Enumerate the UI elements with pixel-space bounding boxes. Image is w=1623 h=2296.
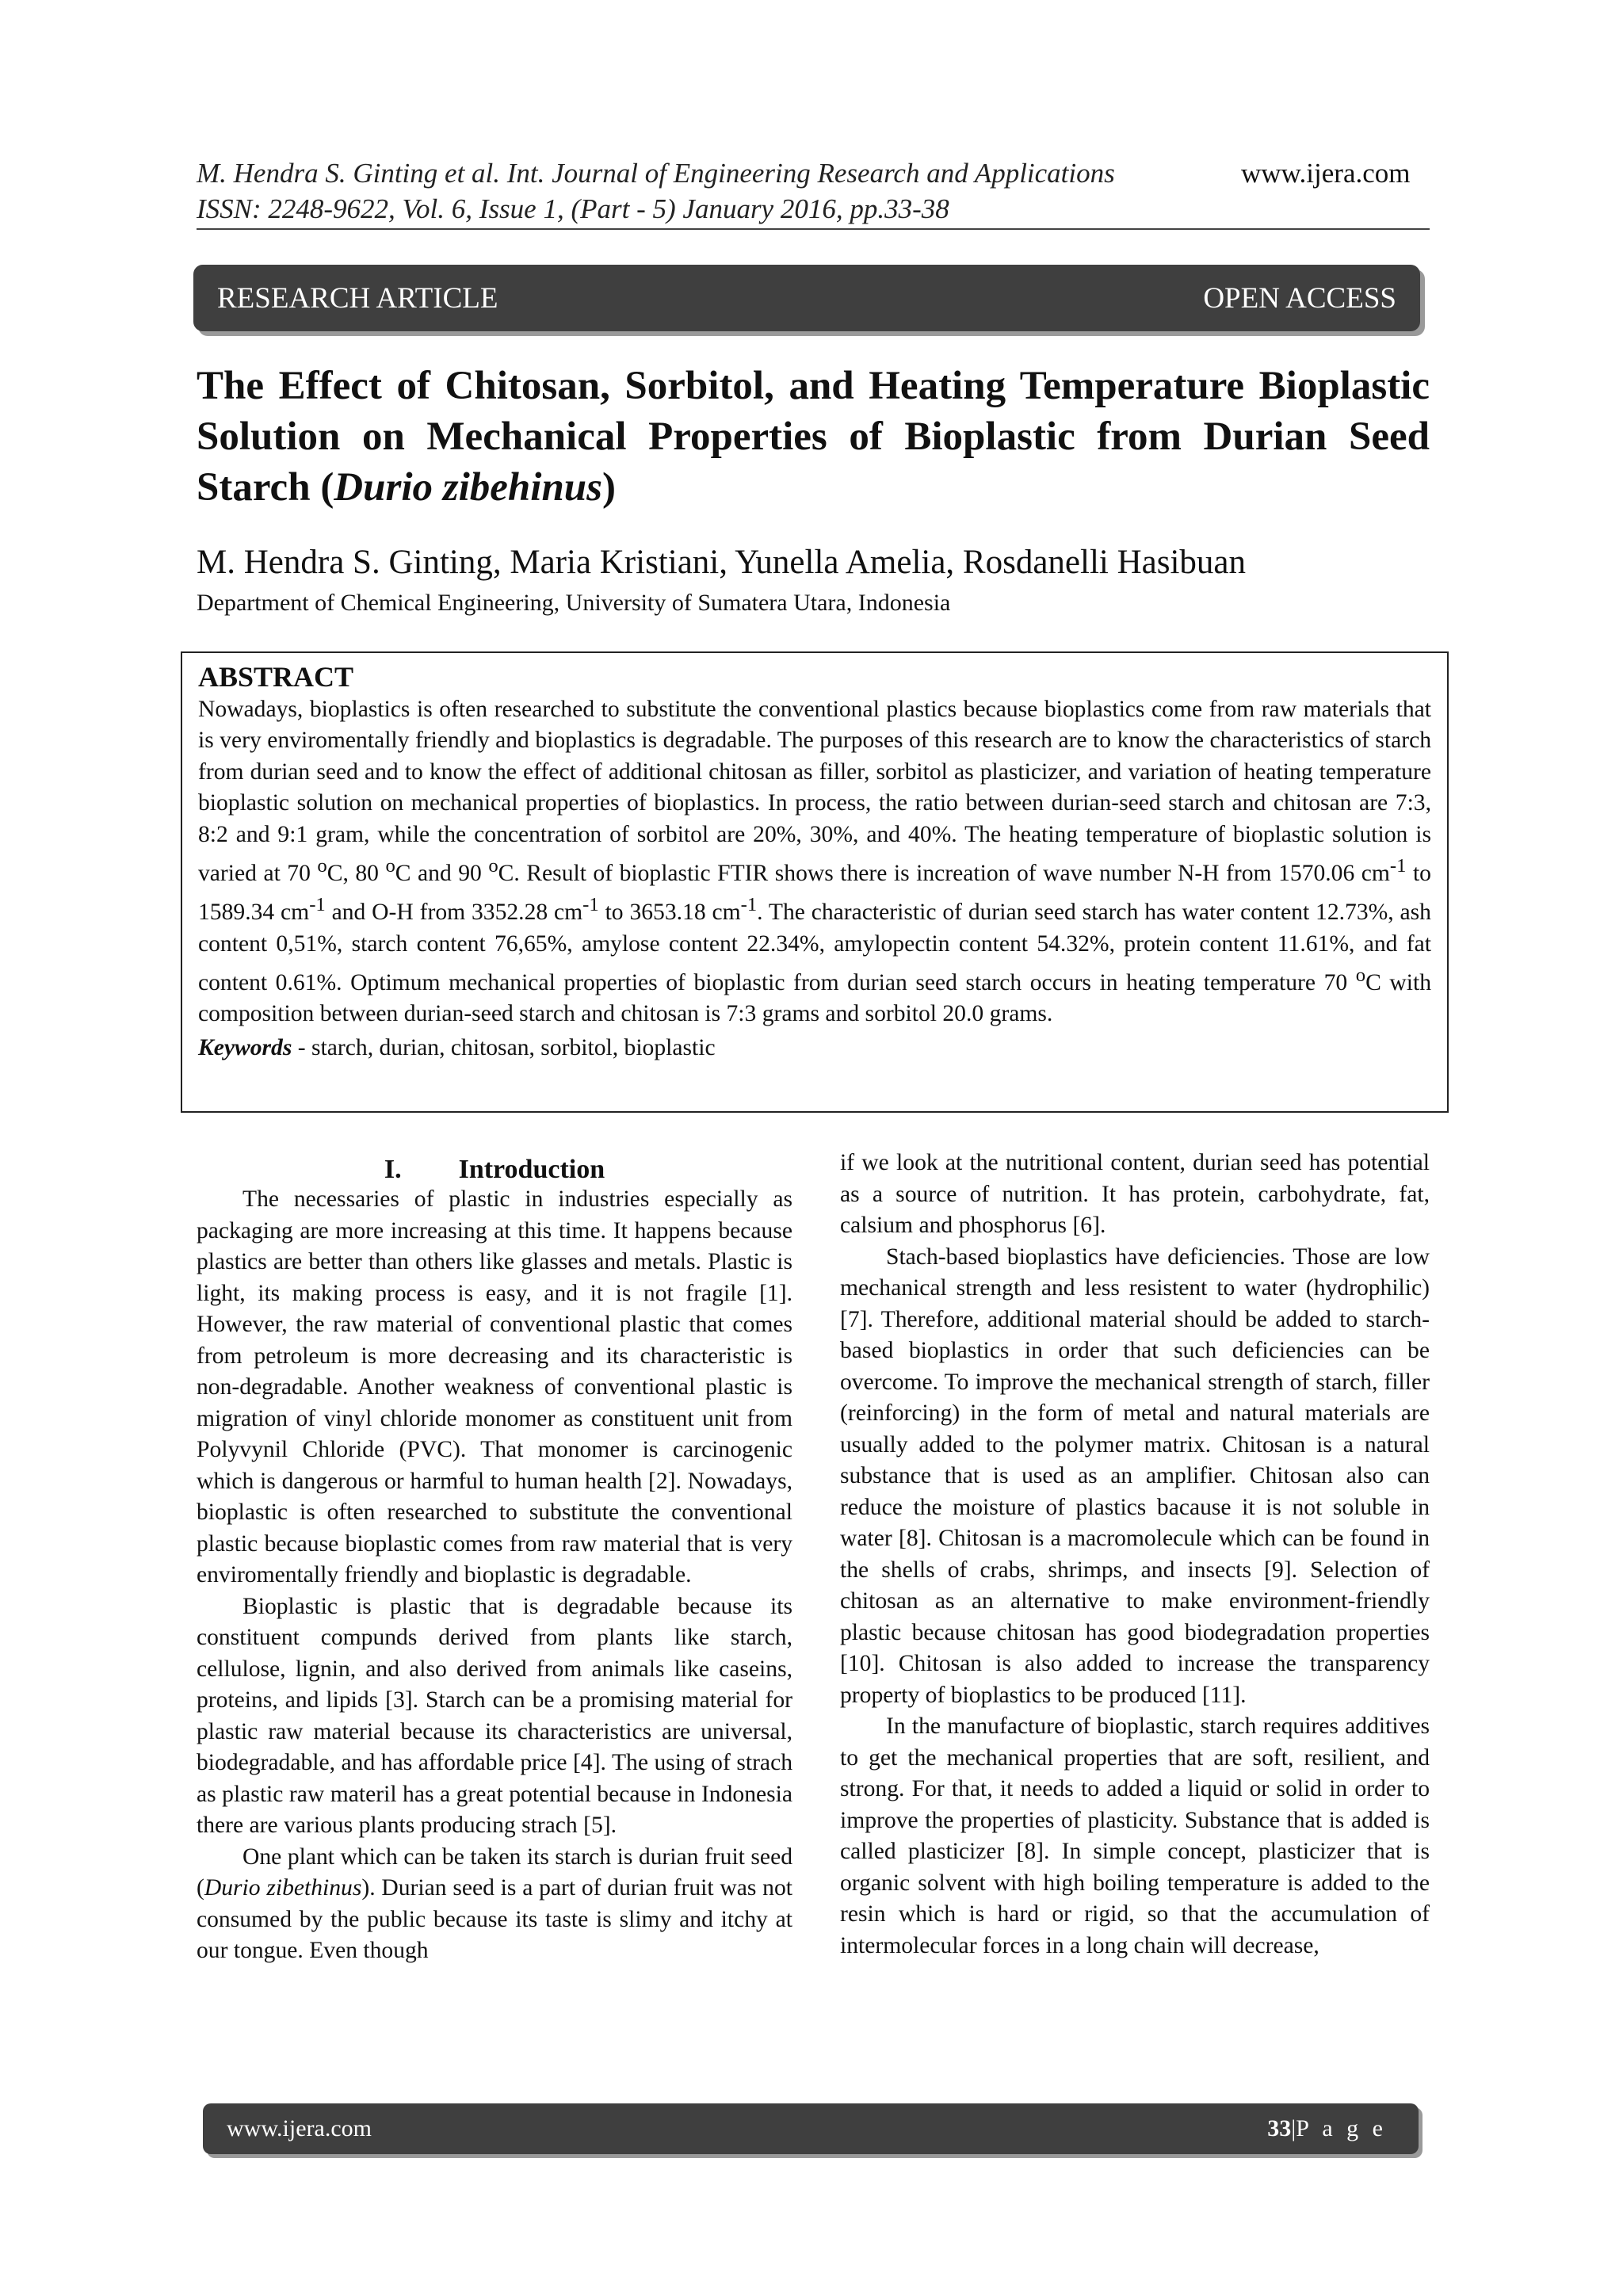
affiliation: Department of Chemical Engineering, University of Sumatera Utara, Indonesia [197, 590, 951, 616]
research-article-label: RESEARCH ARTICLE [217, 281, 498, 315]
abstract-heading: ABSTRACT [198, 661, 354, 693]
page-footer [203, 2103, 1419, 2154]
page-number: 33|P a g e [1267, 2115, 1387, 2141]
title-species: Durio zibehinus [334, 465, 603, 510]
paragraph: if we look at the nutritional content, durian seed has potential as a source of nutrition. It has protein, carbohydrate, fat, calsium and phosphorus [6]. [840, 1150, 1430, 1238]
header-rule [197, 228, 1430, 230]
footer-site: www.ijera.com [227, 2115, 372, 2141]
keywords-label: Keywords [198, 1034, 292, 1060]
body-column-right [840, 1148, 1430, 1962]
article-type-banner [193, 265, 1420, 331]
keywords-list: - starch, durian, chitosan, sorbitol, bioplastic [292, 1034, 716, 1060]
paragraph: Stach-based bioplastics have deficiencies. Those are low mechanical strength and less resistent to water (hydrophilic) [7]. Therefore, additional material should be added to starch-based bioplastics in order that such deficiencies can be overcome. To improve the mechanical strength of starch, filler (reinforcing) in the form of metal and natural materials are usually added to the polymer matrix. Chitosan is a natural substance that is used as an amplifier. Chitosan also can reduce the moisture of plastics bacause it is not soluble in water [8]. Chitosan is a macromolecule which can be found in the shells of crabs, shrimps, and insects [9]. Selection of chitosan as an alternative to make environment-friendly plastic because chitosan has good biodegradation properties [10]. Chitosan is also added to increase the transparency property of bioplastics to be produced [11]. [840, 1244, 1430, 1708]
paragraph: Bioplastic is plastic that is degradable because its constituent compunds derived from plants like starch, cellulose, lignin, and also derived from animals like caseins, proteins, and lipids [3]. Starch can be a promising material for plastic raw material because its characteristics are universal, biodegradable, and has affordable price [4]. The using of strach as plastic raw materil has a great potential because in Indonesia there are various plants producing strach [5]. [197, 1593, 792, 1838]
abstract-body: Nowadays, bioplastics is often researched to substitute the conventional plastics because bioplastics come from raw materials that is very enviromentally friendly and bioplastics is degradable. The purposes of this research are to know the characteristics of starch from durian seed and to know the effect of additional chitosan as filler, sorbitol as plasticizer, and variation of heating temperature bioplastic solution on mechanical properties of bioplastics. In process, the ratio between durian-seed starch and chitosan are 7:3, 8:2 and 9:1 gram, while the concentration of sorbitol are 20%, 30%, and 40%. The heating temperature of bioplastic solution is varied at 70 $^o$C, 80 $^o$C and 90 $^o$C. Result of bioplastic FTIR shows there is increation of wave number N-H from 1570.06 $cm^{-1}$ to 1589.34 $cm^{-1}$ and O-H from 3352.28 $cm^{-1}$ to 3653.18 $cm^{-1}$. The characteristic of durian seed starch has water content 12.73%, ash content 0,51%, starch content 76,65%, amylose content 22.34%, amylopectin content 54.32%, protein content 11.61%, and fat content 0.61%. Optimum mechanical properties of bioplastic from durian seed starch occurs in heating temperature 70 $^o$C with composition between durian-seed starch and chitosan is 7:3 grams and sorbitol 20.0 grams. [198, 697, 1432, 1027]
section-heading-introduction: I. Introduction [384, 1155, 605, 1184]
open-access-label: OPEN ACCESS [1203, 281, 1396, 315]
abstract-box [181, 651, 1449, 1113]
paper-title: The Effect of Chitosan, Sorbitol, and Heating Temperature Bioplastic Solution on Mechanical Properties of Bioplastic from Durian Seed Starch (Durio zibehinus) [197, 364, 1430, 510]
keywords-line [198, 1032, 1431, 1064]
paragraph: One plant which can be taken its starch is durian fruit seed (Durio zibethinus). Durian seed is a part of durian fruit was not consumed by the public because its taste is slimy and itchy at our tongue. Even though [197, 1843, 792, 1963]
author-list: M. Hendra S. Ginting, Maria Kristiani, Yunella Amelia, Rosdanelli Hasibuan [197, 544, 1247, 581]
paragraph: In the manufacture of bioplastic, starch requires additives to get the mechanical properties that are soft, resilient, and strong. For that, it needs to added a liquid or solid in order to improve the properties of plasticity. Substance that is added is called plasticizer [8]. In simple concept, plasticizer that is organic solvent with high boiling temperature is added to the resin which is hard or rigid, so that the accumulation of intermolecular forces in a long chain will decrease, [840, 1713, 1430, 1958]
paragraph: The necessaries of plastic in industries especially as packaging are more increasing at this time. It happens because plastics are better than others like glasses and metals. Plastic is light, its making process is easy, and it is not fragile [1]. However, the raw material of conventional plastic that comes from petroleum is more decreasing and its characteristic is non-degradable. Another weakness of conventional plastic is migration of vinyl chloride monomer as constituent unit from Polyvynil Chloride (PVC). That monomer is carcinogenic which is dangerous or harmful to human health [2]. Nowadays, bioplastic is often researched to substitute the conventional plastic because bioplastic comes from raw material that is very enviromentally friendly and bioplastic is degradable. [197, 1186, 792, 1587]
running-header-issn: ISSN: 2248-9622, Vol. 6, Issue 1, (Part - 5) January 2016, pp.33-38 [197, 193, 949, 224]
running-header-site: www.ijera.com [1241, 158, 1411, 189]
body-column-left [197, 1148, 792, 1967]
running-header-citation: M. Hendra S. Ginting et al. Int. Journal of Engineering Research and Applications [197, 158, 1115, 189]
